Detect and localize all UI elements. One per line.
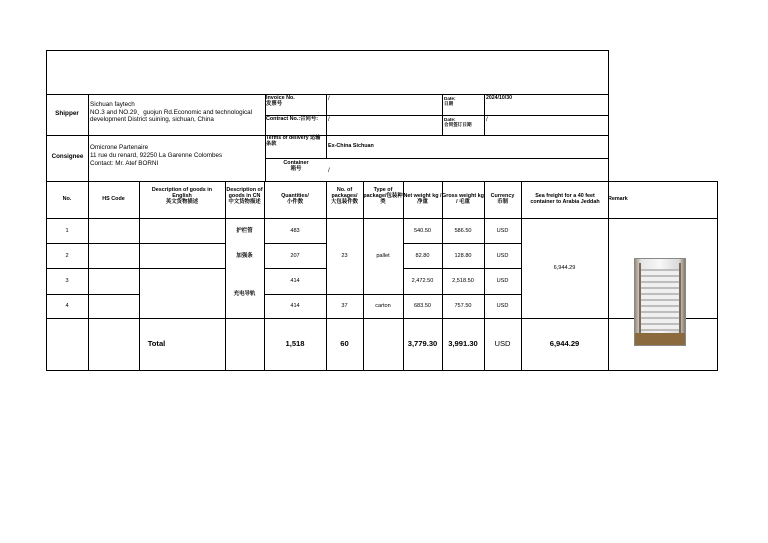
col-package-type: Type of package/包装种类 [363,187,403,206]
col-hs-code: HS Code [102,196,125,202]
col-currency: Currency 币制 [490,193,515,206]
row-3-gross: 2,518.50 [452,278,474,284]
total-packages: 60 [340,339,349,348]
rule [363,181,364,371]
row-4-currency: USD [496,303,509,309]
rule [264,268,326,269]
row-2-gross: 128.80 [454,253,472,259]
container-value: / [328,167,330,174]
rule [608,181,609,371]
contract-date-value: / [486,116,488,123]
rule [46,218,718,219]
rule [46,318,718,319]
shipper-name: Sichuan faytech [90,101,135,108]
product-photo [634,258,686,346]
terms-label: Terms of delivery 运输条款 [266,135,321,147]
rule [403,268,521,269]
shipper-label: Shipper [55,110,79,117]
row-3-net: 2,472.50 [411,278,434,284]
rule [46,268,225,269]
packages-carton: 37 [341,303,348,309]
consignee-name: Omicrone Partenaire [90,144,149,151]
consignee-contact: Contact: Mr. Atef BORNI [90,160,159,167]
rule [46,135,609,136]
desc-cn-rows-3-4: 充电导轨 [233,291,256,297]
rule [484,94,485,115]
col-quantities: Quantities/ 小件数 [281,193,309,206]
total-currency: USD [494,339,511,348]
row-1-net: 540.50 [413,228,432,234]
row-2-desc-cn: 加强条 [236,253,253,259]
row-1-currency: USD [496,228,509,234]
terms-value: Ex-China Sichuan [328,143,374,149]
col-desc-en: Description of goods in English 英文货物描述 [151,187,213,206]
contract-date-label: Date: 合同签订日期 [444,117,472,128]
consignee-address: 11 rue du renard, 92250 La Garenne Colombes [90,152,223,159]
row-4-gross: 757.50 [454,303,472,309]
row-4-qty: 414 [290,303,300,309]
rule [46,370,718,371]
rule [326,135,327,158]
rule [484,115,485,135]
package-type-carton: carton [375,303,391,309]
rule [264,243,326,244]
shipper-address: NO.3 and NO.29、guojun Rd.Economic and technological development District suining, sichuan, China [90,109,253,124]
packages-pallet: 23 [341,253,348,259]
rule [46,50,609,51]
rule [46,294,139,295]
rule [403,243,521,244]
invoice-value: / [328,95,330,102]
rule [442,94,443,135]
row-1-gross: 586.50 [454,228,472,234]
row-2-no: 2 [65,253,69,259]
col-desc-cn: Description of goods in CN 中文货物描述 [226,187,263,206]
col-sea-freight: Sea freight for a 40 feet container to Arabia Jeddah [530,193,600,206]
total-qty: 1,518 [285,339,305,348]
rule [88,94,89,371]
row-1-qty: 483 [290,228,300,234]
rule [265,158,609,159]
contract-label: Contract No.:合同号: [266,116,319,122]
rule [717,181,718,371]
invoice-label: Invoice No. 发票号 [266,95,295,108]
rule [326,94,327,135]
package-type-pallet: pallet [376,253,390,259]
total-freight: 6,944.29 [549,339,580,348]
row-1-desc-cn: 护栏管 [236,228,253,234]
rule [46,50,47,371]
total-net: 3,779.30 [407,339,438,348]
total-gross: 3,991.30 [448,339,478,348]
col-net-weight: Net weight kg / 净重 [403,193,442,206]
row-2-qty: 207 [290,253,300,259]
row-2-net: 82.80 [415,253,430,259]
row-3-currency: USD [496,278,509,284]
row-4-no: 4 [65,303,69,309]
row-2-currency: USD [496,253,509,259]
row-3-no: 3 [65,278,69,284]
col-remark: Remark [608,196,628,202]
container-label: Container 箱号 [283,160,309,173]
col-gross-weight: Gross weight kg / 毛重 [442,193,484,206]
contract-value: / [328,116,330,123]
freight-value: 6,944.29 [553,265,576,271]
rule [225,181,226,371]
row-4-net: 683.50 [413,303,432,309]
date-label: Date: 日期 [444,96,456,107]
rule [46,243,225,244]
consignee-label: Consignee [51,153,84,160]
col-no: No. [62,196,72,202]
row-3-qty: 414 [290,278,300,284]
rule [608,50,609,181]
date-value: 2024/10/30 [486,95,512,101]
rule [46,181,718,182]
row-1-no: 1 [65,228,69,234]
rule [264,294,521,295]
total-label: Total [147,339,166,348]
col-packages: No. of packages/ 大包装件数 [331,187,358,206]
